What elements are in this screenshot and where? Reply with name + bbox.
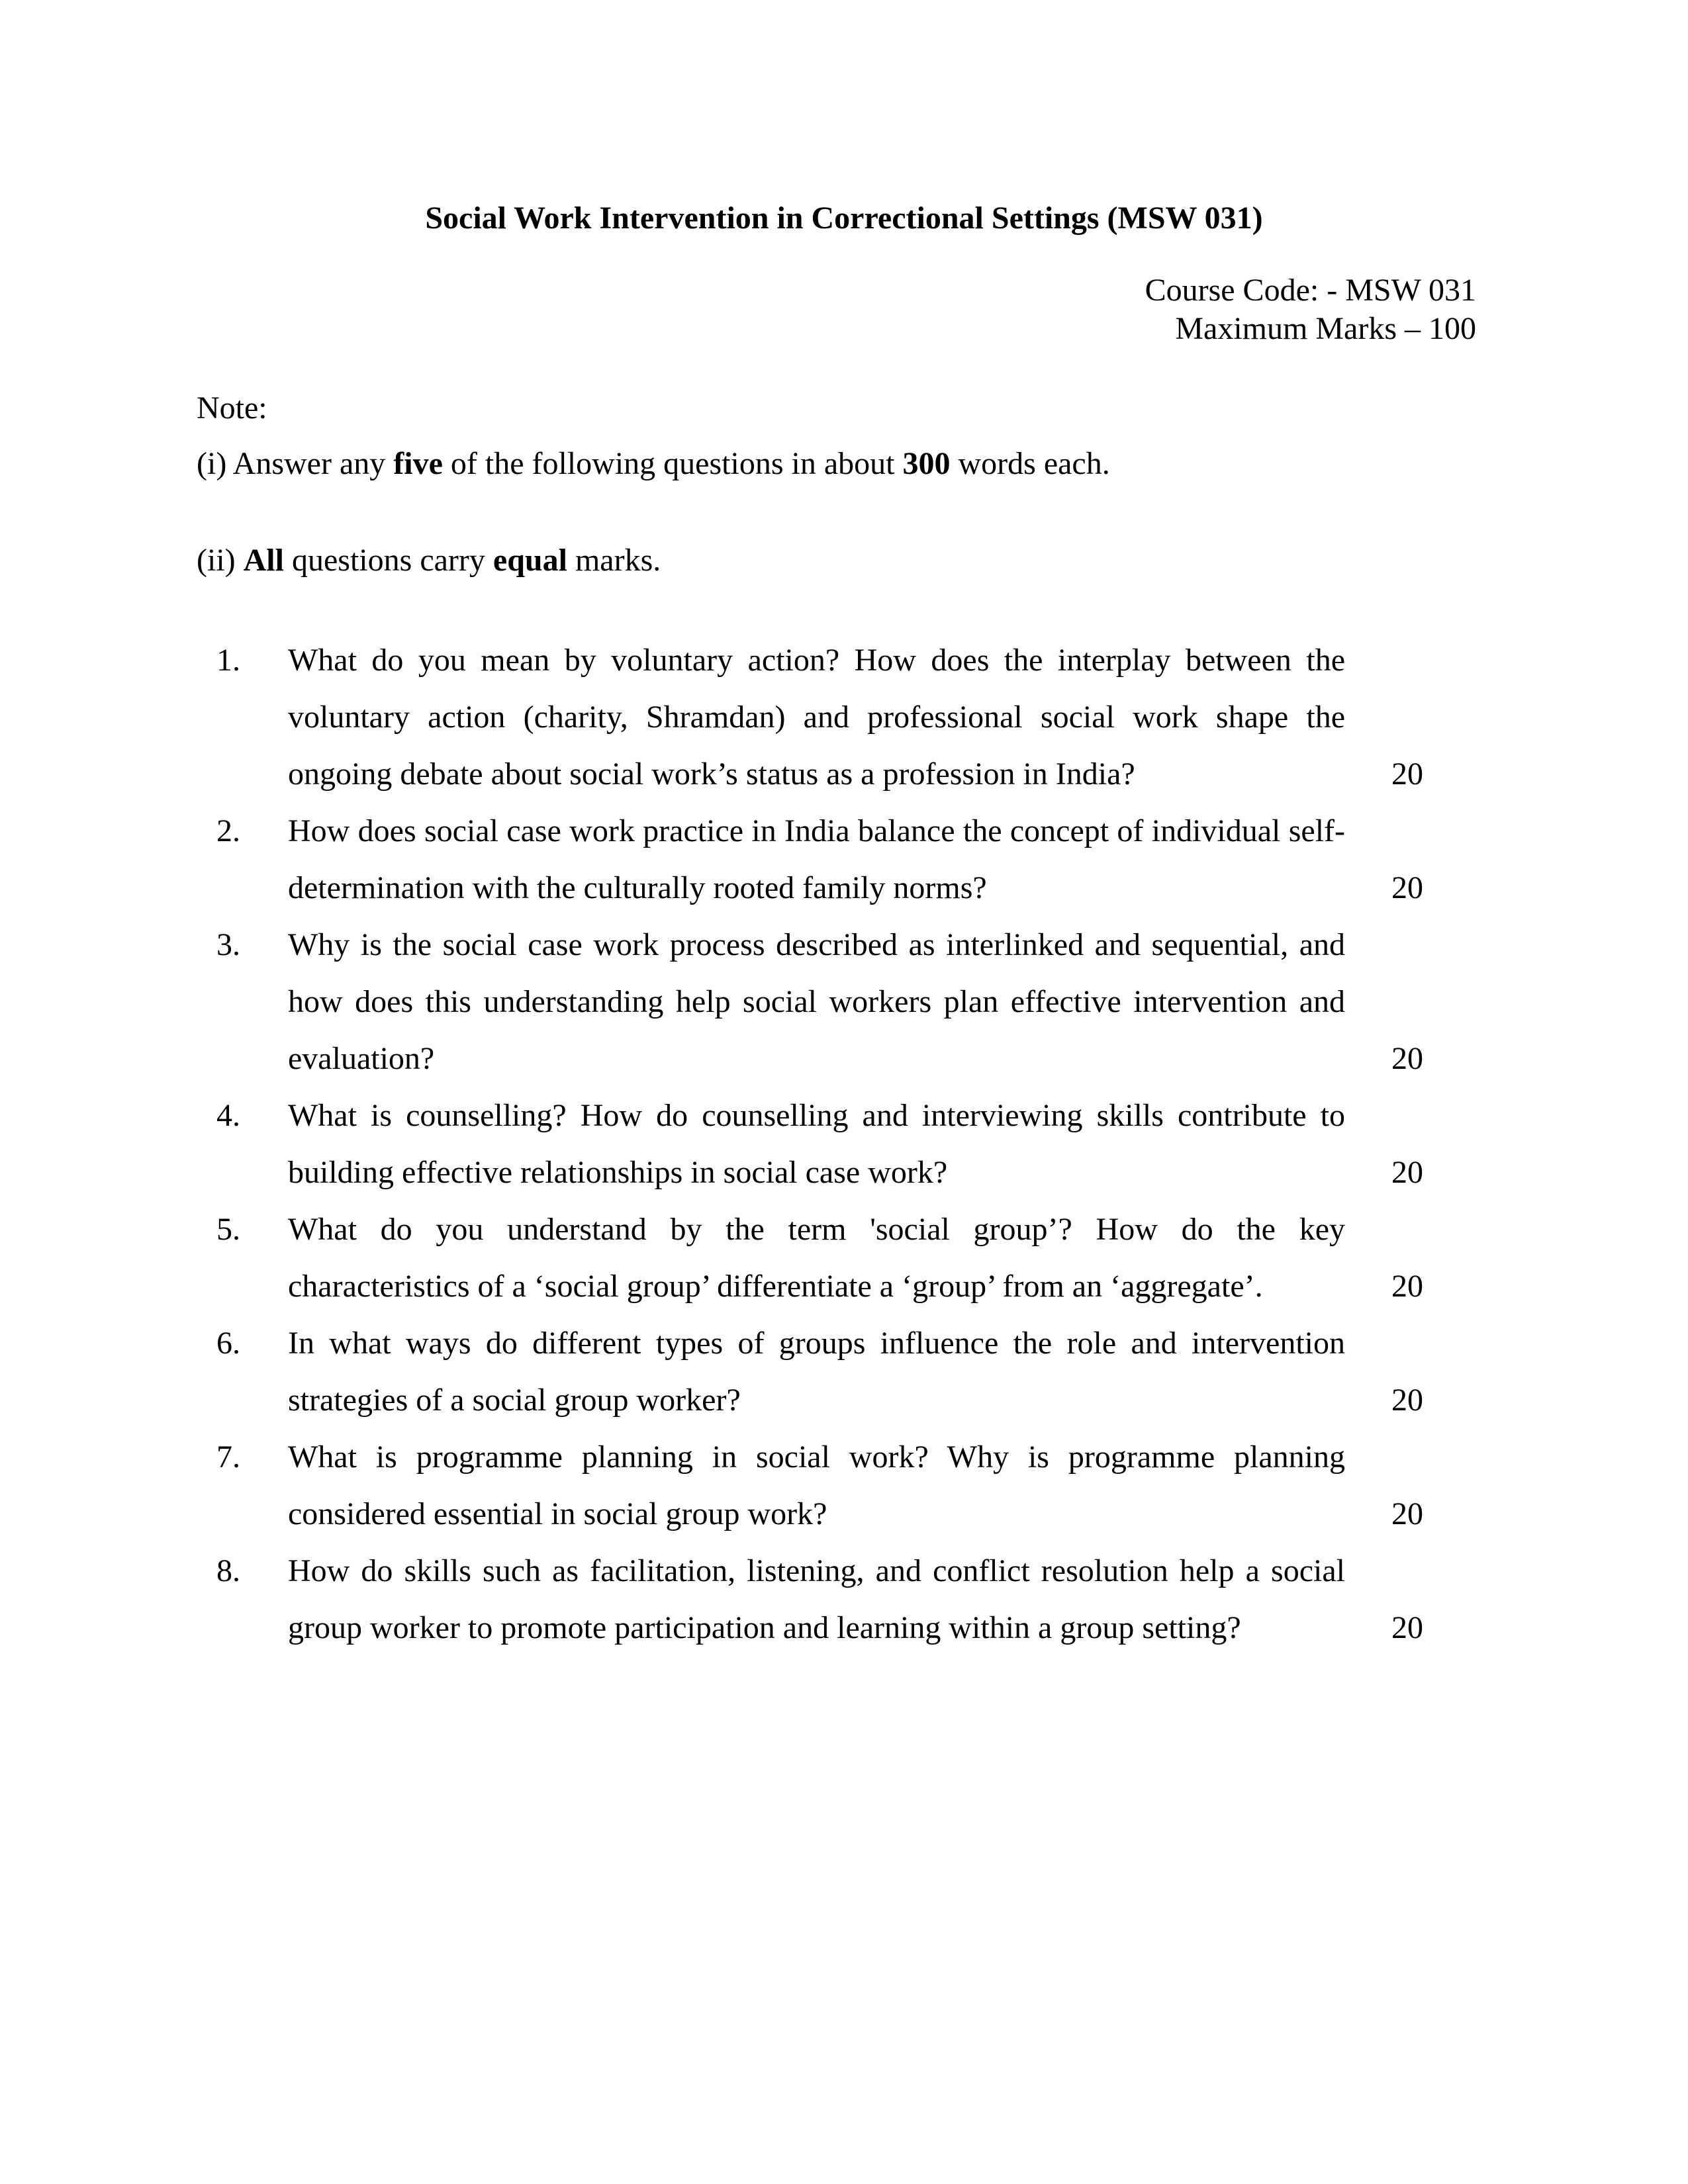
question-marks: 20 xyxy=(1391,1496,1423,1531)
note-2-part-c: questions carry xyxy=(283,543,493,578)
note-2-part-e: marks. xyxy=(567,543,661,578)
note-2-part-a: (ii) xyxy=(197,543,244,578)
question-text: In what ways do different types of groups influence the role and intervention strategies of a social group worker? xyxy=(288,1326,1345,1418)
question-item xyxy=(197,1201,1423,1315)
question-marks: 20 xyxy=(1391,1269,1423,1304)
question-text: Why is the social case work process described as interlinked and sequential, and how does this understanding help social workers plan effective intervention and evaluation? xyxy=(288,927,1345,1076)
question-marks: 20 xyxy=(1391,1041,1423,1076)
question-number: 2. xyxy=(216,813,240,848)
question-number: 6. xyxy=(216,1326,240,1361)
question-number: 1. xyxy=(216,643,240,678)
note-instruction-2 xyxy=(197,541,661,580)
course-info xyxy=(1145,271,1476,348)
note-1-part-e: words each. xyxy=(950,446,1110,481)
note-2-part-b: All xyxy=(243,543,284,578)
question-marks: 20 xyxy=(1391,1155,1423,1190)
question-text: What is counselling? How do counselling and interviewing skills contribute to building effective relationships in social case work? xyxy=(288,1098,1345,1190)
question-item xyxy=(197,803,1423,917)
question-marks: 20 xyxy=(1391,870,1423,905)
page-title: Social Work Intervention in Correctional Settings (MSW 031) xyxy=(425,201,1263,236)
question-item xyxy=(197,1543,1423,1657)
note-1-part-c: of the following questions in about xyxy=(442,446,903,481)
question-number: 8. xyxy=(216,1553,240,1588)
question-text: What is programme planning in social work? Why is programme planning considered essential in social group work? xyxy=(288,1439,1345,1531)
question-number: 3. xyxy=(216,927,240,962)
note-instruction-1 xyxy=(197,445,1110,483)
question-text: How does social case work practice in India balance the concept of individual self-determination with the culturally rooted family norms? xyxy=(288,813,1345,905)
note-1-part-a: (i) Answer any xyxy=(197,446,394,481)
question-item xyxy=(197,1429,1423,1543)
question-text: What do you understand by the term 'social group’? How do the key characteristics of a ‘social group’ differentiate a ‘group’ from an ‘aggregate’. xyxy=(288,1212,1345,1304)
question-item xyxy=(197,1087,1423,1201)
question-marks: 20 xyxy=(1391,756,1423,792)
question-text: What do you mean by voluntary action? How does the interplay between the voluntary action (charity, Shramdan) and professional social work shape the ongoing debate about social work’s status as a profession in India? xyxy=(288,643,1345,792)
question-item xyxy=(197,1315,1423,1429)
question-number: 4. xyxy=(216,1098,240,1133)
question-number: 5. xyxy=(216,1212,240,1247)
note-label: Note: xyxy=(197,390,267,426)
question-marks: 20 xyxy=(1391,1383,1423,1418)
question-marks: 20 xyxy=(1391,1610,1423,1645)
question-item xyxy=(197,632,1423,803)
question-list xyxy=(197,632,1423,1657)
maximum-marks: Maximum Marks – 100 xyxy=(1175,311,1476,346)
question-number: 7. xyxy=(216,1439,240,1475)
question-item xyxy=(197,917,1423,1087)
course-code: Course Code: - MSW 031 xyxy=(1145,273,1476,308)
note-1-part-d: 300 xyxy=(902,446,951,481)
question-text: How do skills such as facilitation, listening, and conflict resolution help a social group worker to promote participation and learning within a group setting? xyxy=(288,1553,1345,1645)
note-2-part-d: equal xyxy=(492,543,567,578)
note-1-part-b: five xyxy=(393,446,443,481)
